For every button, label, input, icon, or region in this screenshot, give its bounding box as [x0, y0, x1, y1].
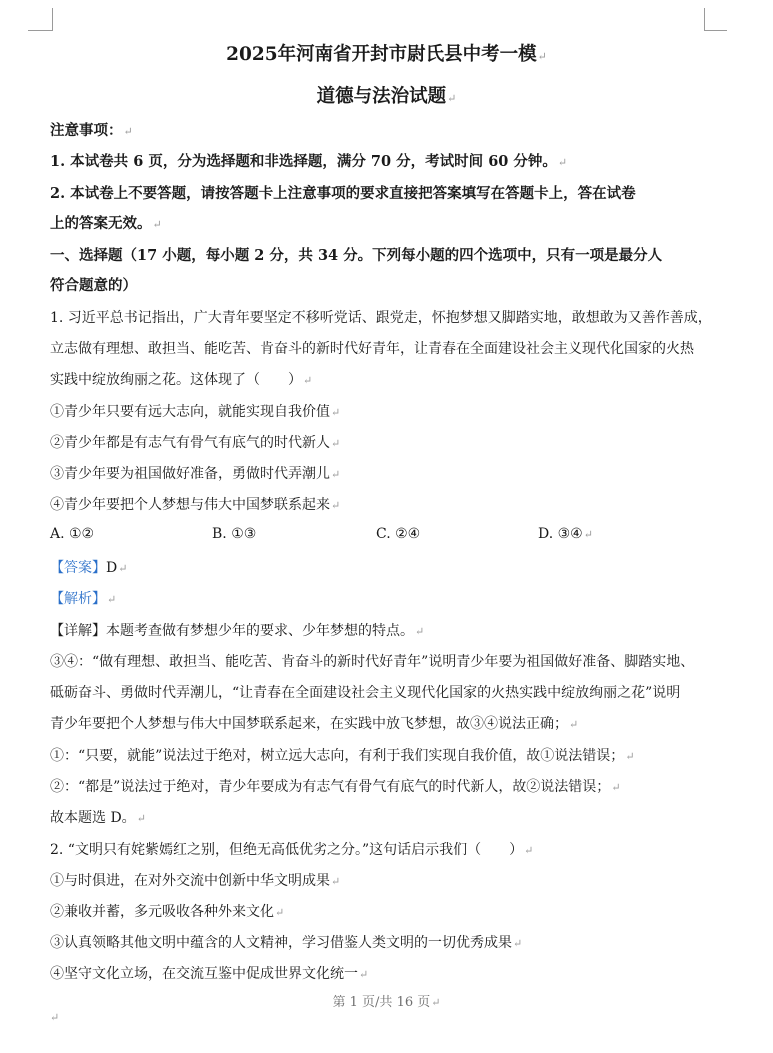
- note-2-line-2: 上的答案无效。↵: [50, 215, 162, 232]
- paragraph-mark: ↵: [331, 468, 341, 481]
- q1-stem-line-3: 实践中绽放绚丽之花。这体现了（ ）↵: [50, 372, 313, 388]
- q1-statement-2: ②青少年都是有志气有骨气有底气的时代新人↵: [50, 435, 341, 451]
- answer-tag: 【答案】: [50, 560, 106, 576]
- answer-value: D: [106, 560, 118, 576]
- paragraph-mark: ↵: [583, 528, 593, 541]
- q2-statement-3: ③认真领略其他文明中蕴含的人文精神，学习借鉴人类文明的一切优秀成果↵: [50, 935, 523, 951]
- q1-stem-line-2: 立志做有理想、敢担当、能吃苦、肯奋斗的新时代好青年，让青春在全面建设社会主义现代化国家的火热: [50, 341, 694, 357]
- notes-heading: 注意事项：↵: [50, 122, 133, 139]
- answer-line: [50, 557, 127, 577]
- paragraph-mark: ↵: [331, 875, 341, 888]
- paragraph-mark: ↵: [331, 437, 341, 450]
- q2-statement-1: ①与时俱进，在对外交流中创新中华文明成果↵: [50, 873, 341, 889]
- paragraph-mark: ↵: [359, 968, 369, 981]
- paragraph-mark: ↵: [537, 50, 547, 63]
- section-heading-line-2: 符合题意的）: [50, 277, 137, 294]
- analysis-line: [50, 588, 116, 608]
- explanation-2: ①：“只要，就能”说法过于绝对，树立远大志向，有利于我们实现自我价值，故①说法错误；↵: [50, 748, 635, 764]
- q2-stem: 2. “文明只有姹紫嫣红之别，但绝无高低优劣之分。”这句话启示我们（ ）↵: [50, 842, 534, 858]
- exam-title: [0, 40, 773, 66]
- paragraph-mark: ↵: [152, 218, 162, 231]
- exam-subject-text: 道德与法治试题: [316, 86, 447, 107]
- page-footer: 第 1 页/共 16 页↵: [332, 995, 441, 1010]
- paragraph-mark: ↵: [625, 750, 635, 763]
- paragraph-mark: ↵: [513, 937, 523, 950]
- q1-statement-1: ①青少年只要有远大志向，就能实现自我价值↵: [50, 404, 341, 420]
- explanation-3: ②：“都是”说法过于绝对，青少年要成为有志气有骨气有底气的时代新人，故②说法错误；↵: [50, 779, 621, 795]
- q2-statement-4: ④坚守文化立场，在交流互鉴中促成世界文化统一↵: [50, 966, 369, 982]
- paragraph-mark: ↵: [447, 92, 457, 105]
- crop-mark-top-right: [704, 8, 727, 31]
- q1-stem-line-1: 1. 习近平总书记指出，广大青年要坚定不移听党话、跟党走，怀抱梦想又脚踏实地，敢想敢为又善作善成，: [50, 310, 712, 326]
- detail-tag: 【详解】: [50, 623, 106, 639]
- explanation-1-line-3: 青少年要把个人梦想与伟大中国梦联系起来，在实践中放飞梦想，故③④说法正确；↵: [50, 716, 579, 732]
- paragraph-mark: ↵: [118, 562, 128, 575]
- explanation-conclusion: 故本题选 D。↵: [50, 810, 146, 826]
- exam-subject: [0, 82, 773, 108]
- paragraph-mark: ↵: [331, 499, 341, 512]
- crop-mark-top-left: [28, 8, 53, 31]
- paragraph-mark: ↵: [123, 125, 133, 138]
- q1-option-b: B. ①③: [212, 526, 257, 542]
- note-1: 1. 本试卷共 6 页，分为选择题和非选择题，满分 70 分，考试时间 60 分钟。↵: [50, 153, 568, 170]
- detail-line: 【详解】本题考查做有梦想少年的要求、少年梦想的特点。↵: [50, 623, 425, 639]
- q1-option-d: D. ③④↵: [538, 526, 593, 542]
- note-2-line-1: 2. 本试卷上不要答题，请按答题卡上注意事项的要求直接把答案填写在答题卡上，答在试卷: [50, 185, 636, 202]
- paragraph-mark: ↵: [331, 406, 341, 419]
- paragraph-mark: ↵: [557, 156, 568, 169]
- q1-option-c: C. ②④: [376, 526, 421, 542]
- paragraph-mark: ↵: [611, 781, 621, 794]
- explanation-1-line-1: ③④：“做有理想、敢担当、能吃苦、肯奋斗的新时代好青年”说明青少年要为祖国做好准备、脚踏实地、: [50, 654, 695, 670]
- paragraph-mark: ↵: [524, 844, 534, 857]
- paragraph-mark: ↵: [569, 718, 579, 731]
- q1-statement-4: ④青少年要把个人梦想与伟大中国梦联系起来↵: [50, 497, 341, 513]
- exam-title-text: 2025年河南省开封市尉氏县中考一模: [226, 44, 537, 65]
- paragraph-mark: ↵: [303, 374, 313, 387]
- paragraph-mark-end: ↵: [50, 1011, 60, 1024]
- q2-statement-2: ②兼收并蓄，多元吸收各种外来文化↵: [50, 904, 285, 920]
- paragraph-mark: ↵: [107, 593, 117, 606]
- paragraph-mark: ↵: [275, 906, 285, 919]
- analysis-tag: 【解析】: [50, 591, 106, 607]
- q1-option-a: A. ①②: [50, 526, 95, 542]
- explanation-1-line-2: 砥砺奋斗、勇做时代弄潮儿，“让青春在全面建设社会主义现代化国家的火热实践中绽放绚丽之花”说明: [50, 685, 681, 701]
- q1-statement-3: ③青少年要为祖国做好准备，勇做时代弄潮儿↵: [50, 466, 341, 482]
- paragraph-mark: ↵: [136, 812, 146, 825]
- paragraph-mark: ↵: [415, 625, 425, 638]
- paragraph-mark: ↵: [431, 996, 441, 1009]
- section-heading-line-1: 一、选择题（17 小题，每小题 2 分，共 34 分。下列每小题的四个选项中，只有一项是最分人: [50, 247, 663, 264]
